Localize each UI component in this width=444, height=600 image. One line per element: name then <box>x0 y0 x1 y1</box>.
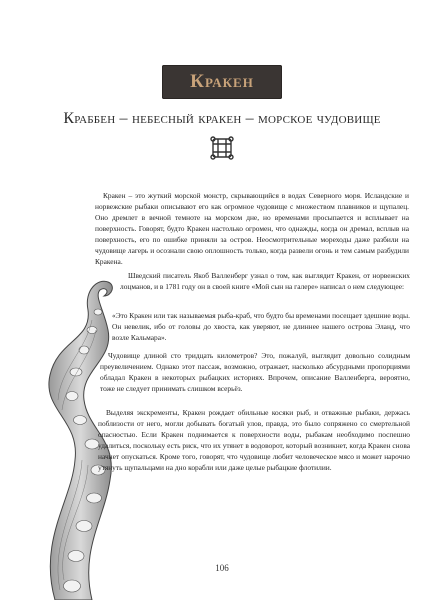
paragraph-size: Чудовище длиной сто тридцать километров? Это, пожалуй, выглядит довольно солидным преувеличением. Однако этот пассаж, возможно, отражает, насколько абсурдными пропорциями обладал Кракен в некоторых рыбацких историях. Впрочем, описание Валленберга, вероятно, тоже не следует принимать слишком всерьёз. <box>100 351 410 393</box>
paragraph-fish: Выделяя экскременты, Кракен рождает обильные косяки рыб, и отважные рыбаки, держась поблизости от него, могли добывать богатый улов, правда, это было сопряжено со смертельной опасностью. Если Кракен поднимается к поверхности воды, рыбакам необходимо поспешно удалиться, поскольку есть риск, что их утянет в водоворот, который возникнет, когда Кракен снова начнет опускаться. Кроме того, говорят, что чудовище любит человеческое мясо и может нарочно утянуть щупальцами на дно корабли или даже целые рыбацкие флотилии. <box>98 408 410 472</box>
page-number: 106 <box>215 563 229 573</box>
title-banner <box>162 65 282 99</box>
paragraph-wallenberg: Шведский писатель Якоб Валленберг узнал о том, как выглядит Кракен, от норвежских лоцманов, и в 1781 году он в своей книге «Мой сын на галере» написал о нем следующее: <box>120 271 410 291</box>
paragraph-intro: Кракен – это жуткий морской монстр, скрывающийся в водах Северного моря. Исландские и норвежские рыбаки описывают его как огромное чудовище с множеством плавников и щупалец. Оно дремлет в вечной темноте на морском дне, но временами просыпается и всплывает на поверхность. Говорят, будто Кракен настолько огромен, что однажды, когда он дремал, всплыв на поверхность, его по ошибке приняли за остров. Неосмотрительные мореходы даже разбили на чудовище лагерь и осознали свою оплошность только, когда развели огонь и тем самым разбудили Кракена. <box>95 191 409 266</box>
page-subtitle: Краббен – небесный кракен – морское чудовище <box>63 110 381 127</box>
page-title: Кракен <box>190 71 254 92</box>
knot-ornament-icon <box>209 135 235 161</box>
paragraph-quote: «Это Кракен или так называемая рыба-краб, что будто бы временами посещает здешние воды. Он невелик, ибо от головы до хвоста, как уверяют, не длиннее нашего острова Эланд, что возле Кальмара». <box>112 311 410 342</box>
